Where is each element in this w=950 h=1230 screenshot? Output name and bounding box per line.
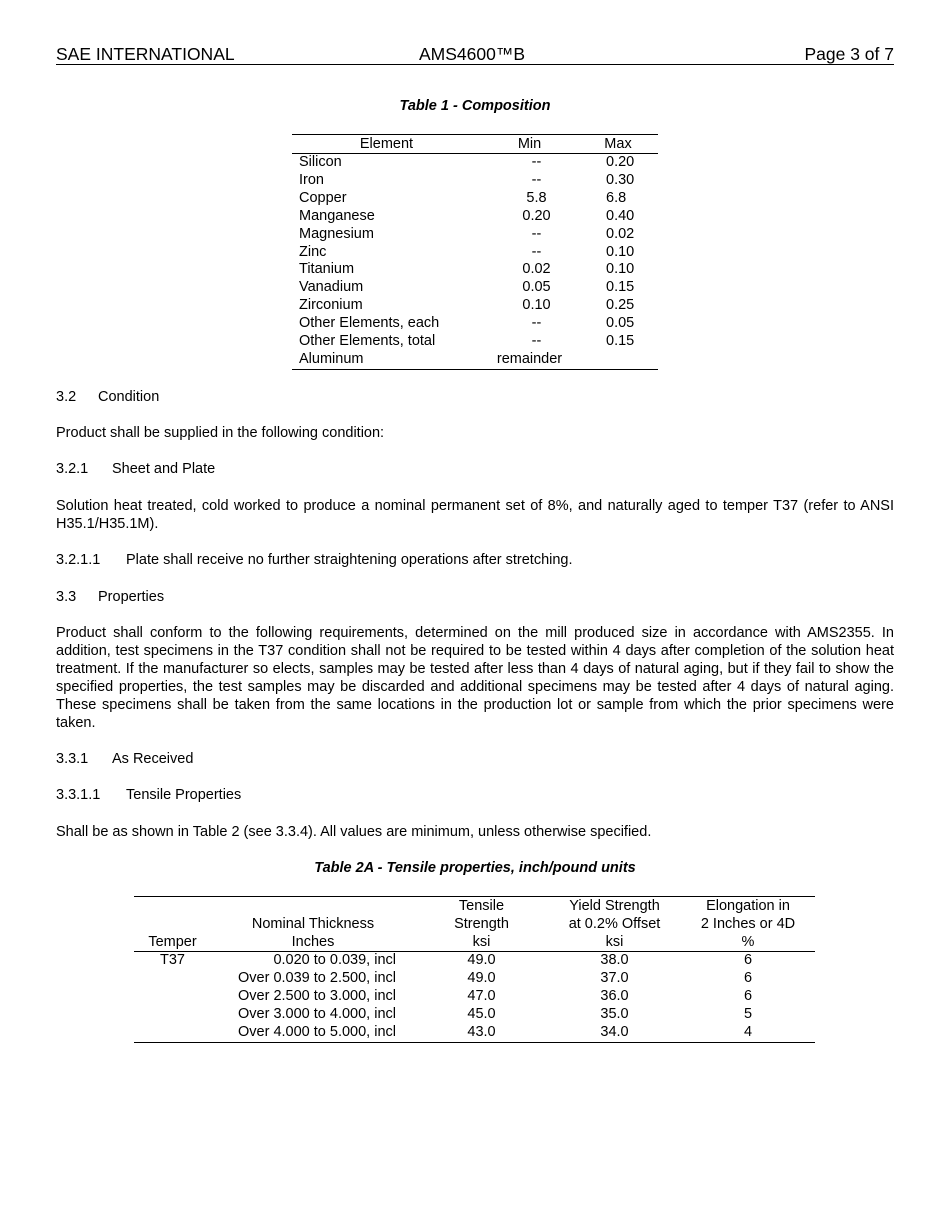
min-cell: 0.20 — [522, 207, 551, 224]
section-number: 3.3 — [56, 589, 77, 605]
header-line: ksi — [472, 934, 491, 950]
tensile-cell: 47.0 — [467, 987, 496, 1004]
thickness-cell: 0.020 to 0.039, incl — [273, 952, 396, 968]
header-text: Temper — [148, 934, 197, 950]
header-line: 2 Inches or 4D — [700, 916, 796, 932]
section-3-3-1-1-text: Shall be as shown in Table 2 (see 3.3.4). All values are minimum, unless otherwise specified. — [56, 824, 652, 840]
section-title: Sheet and Plate — [112, 461, 216, 477]
thickness-cell: Over 2.500 to 3.000, incl — [238, 987, 396, 1004]
max-cell: 0.10 — [606, 261, 635, 278]
max-cell: 0.20 — [606, 154, 635, 170]
table-header-row — [292, 135, 658, 154]
header-line: Yield Strength — [569, 898, 660, 914]
page-header — [56, 44, 894, 65]
table-row — [134, 970, 815, 988]
max-cell: 0.05 — [606, 315, 635, 332]
section-3-3-1-1-heading — [56, 787, 894, 805]
header-line: Tensile — [458, 898, 505, 914]
section-3-2-1-text: Solution heat treated, cold worked to produce a nominal permanent set of 8%, and naturally aged to temper T37 (refer to ANSI H35.1/H35.1M). — [56, 498, 894, 532]
elongation-cell: 6 — [743, 952, 753, 968]
yield-cell: 35.0 — [600, 1005, 629, 1022]
tensile-cell: 49.0 — [467, 952, 496, 968]
table-row — [292, 154, 658, 172]
yield-cell: 38.0 — [600, 952, 629, 968]
element-cell: Copper — [299, 189, 347, 206]
table-row — [292, 315, 658, 333]
table-row — [134, 952, 815, 970]
header-line: Elongation in — [706, 898, 790, 914]
table-header-row — [134, 897, 815, 952]
col-header-min: Min — [481, 135, 578, 154]
min-cell: remainder — [496, 350, 563, 367]
element-cell: Other Elements, each — [299, 315, 440, 332]
section-number: 3.3.1 — [56, 751, 89, 767]
header-line: Nominal Thickness — [251, 916, 375, 932]
temper-cell — [134, 970, 211, 988]
elongation-cell: 4 — [743, 1023, 753, 1040]
temper-cell — [134, 1024, 211, 1042]
yield-cell: 37.0 — [600, 969, 629, 986]
tensile-cell: 45.0 — [467, 1005, 496, 1022]
tensile-cell: 49.0 — [467, 969, 496, 986]
element-cell: Manganese — [299, 207, 375, 224]
table-row — [292, 208, 658, 226]
table-row — [292, 351, 658, 369]
temper-cell — [134, 1006, 211, 1024]
col-header-elongation — [681, 897, 815, 952]
table-row — [292, 297, 658, 315]
section-number: 3.2.1 — [56, 461, 89, 477]
elongation-cell: 6 — [743, 987, 753, 1004]
section-3-3-text: Product shall conform to the following requirements, determined on the mill produced size in accordance with AMS2355. In addition, test specimens in the T37 condition shall not be required to be tested within 4 days after completion of the solution heat treatment. If the manufacturer so elects, samples may be tested after less than 4 days of natural aging, but if they fail to show the specified properties, the test samples may be discarded and additional specimens may be tested after 4 days of natural aging. These specimens shall be taken from the same locations in the production lot or sample from which the prior specimens were taken. — [56, 625, 894, 731]
element-cell: Silicon — [299, 154, 342, 170]
max-cell: 0.25 — [606, 297, 635, 314]
element-cell: Other Elements, total — [299, 333, 436, 350]
section-title: Tensile Properties — [126, 787, 242, 803]
col-header-max: Max — [578, 135, 658, 154]
table2-caption: Table 2A - Tensile properties, inch/pound units — [314, 860, 636, 876]
thickness-cell: Over 4.000 to 5.000, incl — [238, 1023, 396, 1040]
section-3-2-1-1-paragraph — [56, 552, 894, 570]
max-cell: 0.30 — [606, 171, 635, 188]
temper-cell: T37 — [160, 952, 185, 968]
composition-table — [292, 134, 658, 370]
header-line: ksi — [605, 934, 624, 950]
max-cell: 0.40 — [606, 207, 635, 224]
header-line: Inches — [291, 934, 335, 950]
min-cell: 0.10 — [522, 297, 551, 314]
min-cell: -- — [531, 225, 542, 242]
col-header-tensile — [415, 897, 548, 952]
table-row — [292, 226, 658, 244]
col-header-temper — [134, 897, 211, 952]
table-row — [134, 1006, 815, 1024]
thickness-cell: Over 0.039 to 2.500, incl — [238, 969, 396, 986]
section-3-2-heading — [56, 389, 894, 407]
yield-cell: 34.0 — [600, 1023, 629, 1040]
table-row — [292, 190, 658, 208]
section-3-3-1-heading — [56, 751, 894, 769]
max-cell: 6.8 — [606, 189, 627, 206]
element-cell: Zirconium — [299, 297, 363, 314]
section-title: As Received — [112, 751, 194, 767]
section-title: Condition — [98, 389, 160, 405]
min-cell: -- — [531, 315, 542, 332]
min-cell: -- — [531, 243, 542, 260]
min-cell: -- — [531, 333, 542, 350]
max-cell — [578, 351, 658, 369]
table-row — [292, 244, 658, 262]
min-cell: -- — [531, 171, 542, 188]
min-cell: 0.05 — [522, 279, 551, 296]
yield-cell: 36.0 — [600, 987, 629, 1004]
col-header-element: Element — [292, 135, 481, 154]
section-number: 3.2.1.1 — [56, 552, 101, 568]
min-cell: 5.8 — [526, 189, 547, 206]
section-title: Properties — [98, 589, 165, 605]
element-cell: Magnesium — [299, 225, 374, 242]
header-line: at 0.2% Offset — [568, 916, 661, 932]
max-cell: 0.02 — [606, 225, 635, 242]
section-number: 3.2 — [56, 389, 77, 405]
section-3-2-1-heading — [56, 461, 894, 479]
table1-caption: Table 1 - Composition — [399, 98, 551, 114]
table-row — [292, 172, 658, 190]
header-line: % — [741, 934, 755, 950]
header-org: SAE INTERNATIONAL — [56, 44, 235, 64]
header-line: Strength — [454, 916, 509, 932]
elongation-cell: 6 — [743, 969, 753, 986]
section-text: Plate shall receive no further straightening operations after stretching. — [126, 552, 573, 568]
element-cell: Iron — [299, 171, 324, 188]
thickness-cell: Over 3.000 to 4.000, incl — [238, 1005, 396, 1022]
element-cell: Aluminum — [299, 350, 364, 367]
max-cell: 0.10 — [606, 243, 635, 260]
table-row — [134, 988, 815, 1006]
max-cell: 0.15 — [606, 279, 635, 296]
table-row — [292, 279, 658, 297]
tensile-properties-table — [134, 896, 815, 1043]
temper-cell — [134, 988, 211, 1006]
table-row — [292, 333, 658, 351]
elongation-cell: 5 — [743, 1005, 753, 1022]
col-header-thickness — [211, 897, 415, 952]
min-cell: -- — [531, 154, 542, 170]
element-cell: Zinc — [299, 243, 327, 260]
header-doc-number: AMS4600™B — [419, 44, 526, 64]
element-cell: Vanadium — [299, 279, 364, 296]
section-3-2-text: Product shall be supplied in the following condition: — [56, 425, 385, 441]
max-cell: 0.15 — [606, 333, 635, 350]
table-row — [134, 1024, 815, 1042]
section-3-3-heading — [56, 589, 894, 607]
table-row — [292, 261, 658, 279]
tensile-cell: 43.0 — [467, 1023, 496, 1040]
section-number: 3.3.1.1 — [56, 787, 101, 803]
element-cell: Titanium — [299, 261, 355, 278]
col-header-yield — [548, 897, 681, 952]
header-page-number: Page 3 of 7 — [804, 44, 894, 64]
min-cell: 0.02 — [522, 261, 551, 278]
